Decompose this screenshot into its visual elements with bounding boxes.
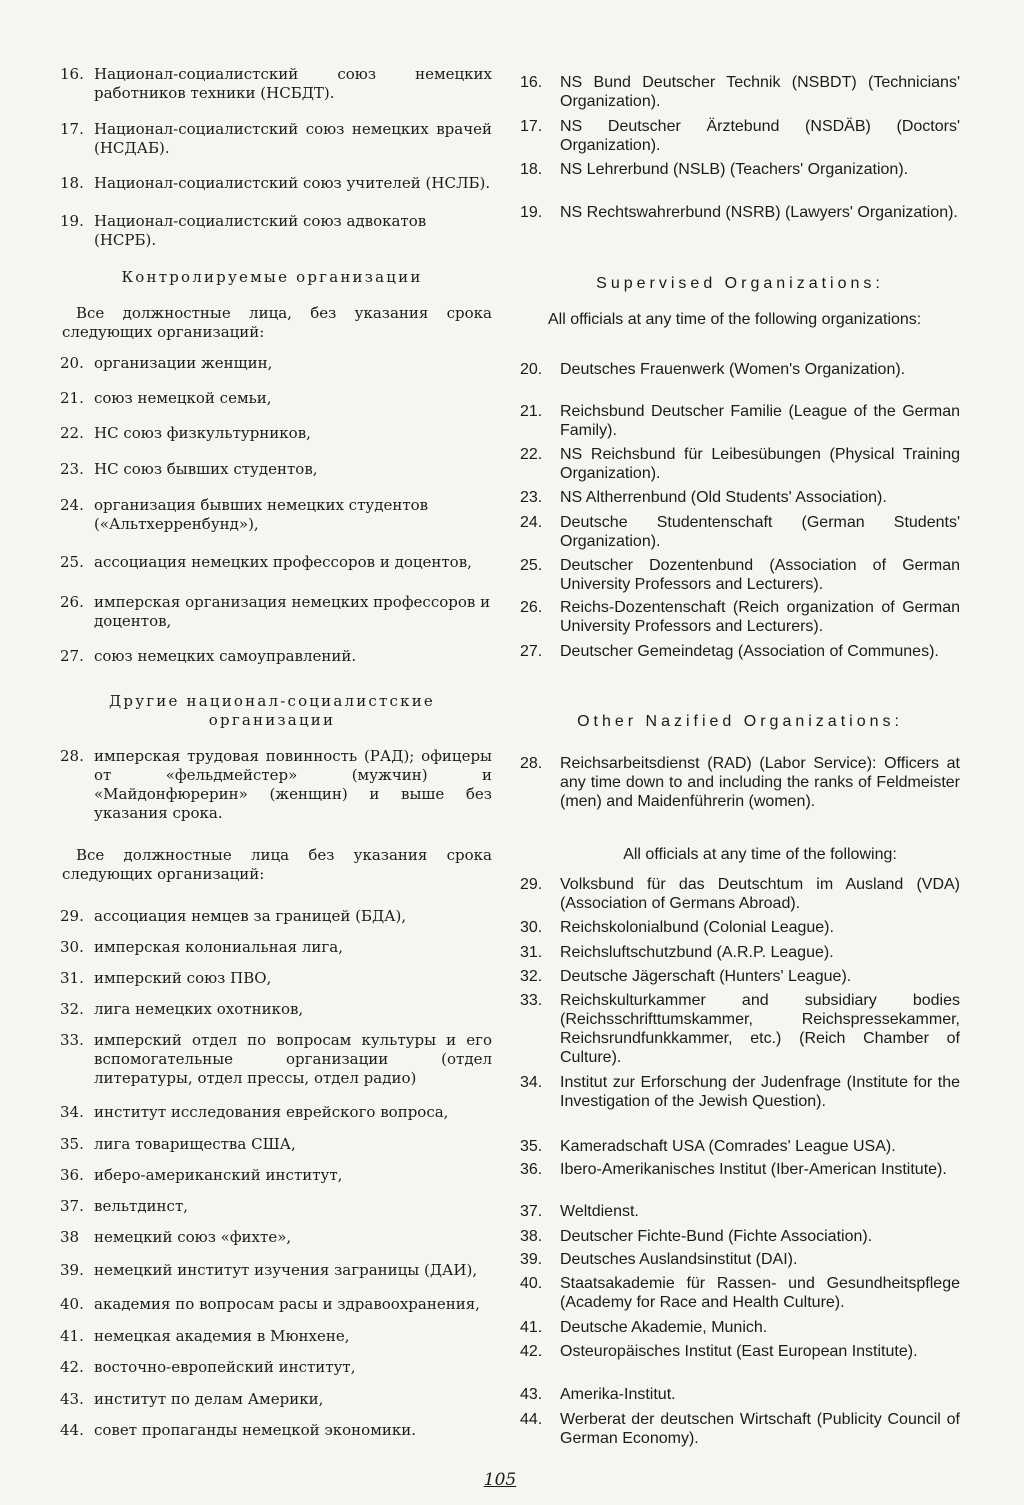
en-section-heading: Other Nazified Organizations:: [577, 713, 903, 730]
ru-item-number: 33.: [60, 1031, 84, 1049]
ru-item-text: совет пропаганды немецкой экономики.: [94, 1421, 417, 1439]
en-list-item: [520, 943, 960, 962]
ru-list-item: [60, 354, 492, 373]
en-item-number: 21.: [520, 403, 543, 420]
en-list-item: [520, 1137, 960, 1156]
en-list-item: [520, 1410, 960, 1448]
en-item-number: 28.: [520, 755, 543, 772]
ru-item-number: 18.: [60, 174, 84, 192]
en-item-text: Ibero-Amerikanisches Institut (Iber-American Institute).: [560, 1161, 947, 1178]
en-list-item: [520, 556, 960, 594]
en-list-item: [520, 160, 960, 179]
ru-list-item: [60, 553, 492, 572]
ru-list-item: [60, 424, 492, 443]
ru-list-item: [60, 212, 492, 250]
en-list-item: [520, 754, 960, 811]
ru-item-number: 41.: [60, 1327, 84, 1345]
ru-item-text: немецкий институт изучения заграницы (ДАИ),: [94, 1261, 478, 1279]
en-item-text: Deutscher Dozentenbund (Association of German University Professors and Lecturers).: [560, 557, 960, 593]
ru-list-item: [60, 174, 492, 193]
en-item-number: 20.: [520, 361, 543, 378]
ru-list-item: [60, 1390, 492, 1409]
ru-list-item: [60, 647, 492, 666]
ru-item-text: иберо-американский институт,: [94, 1166, 343, 1184]
ru-item-text: союз немецких самоуправлений.: [94, 647, 357, 665]
ru-item-text: организации женщин,: [94, 354, 273, 372]
ru-list-item: [60, 460, 492, 479]
en-item-text: Weltdienst.: [560, 1203, 639, 1220]
en-item-text: Reichs-Dozentenschaft (Reich organization of German University Professors and Lecturers).: [560, 599, 960, 635]
ru-item-number: 19.: [60, 212, 84, 230]
ru-list-item: [60, 1421, 492, 1440]
ru-list-item: [60, 938, 492, 957]
en-list-item: [520, 1202, 960, 1221]
en-list-item: [520, 1274, 960, 1312]
en-item-number: 44.: [520, 1411, 543, 1428]
en-item-text: Deutscher Gemeindetag (Association of Communes).: [560, 643, 939, 660]
ru-item-text: организация бывших немецких студентов («Альтхерренбунд»),: [94, 496, 429, 533]
en-item-text: Deutsches Frauenwerk (Women's Organization).: [560, 361, 906, 378]
en-item-text: Amerika-Institut.: [560, 1386, 676, 1403]
en-item-number: 23.: [520, 489, 543, 506]
ru-list-item: [60, 1261, 492, 1280]
ru-item-number: 36.: [60, 1166, 84, 1184]
ru-item-text: имперская трудовая повинность (РАД); офицеры от «фельдмейстер» (мужчин) и «Майдонфюрерин» (женщин) и выше без указания срока.: [94, 747, 492, 822]
ru-item-text: имперская организация немецких профессоров и доцентов,: [94, 593, 491, 630]
en-item-number: 17.: [520, 118, 543, 135]
ru-item-number: 22.: [60, 424, 84, 442]
en-item-number: 22.: [520, 446, 543, 463]
en-item-number: 42.: [520, 1343, 543, 1360]
en-item-text: Institut zur Erforschung der Judenfrage (Institute for the Investigation of the Jewish Question).: [560, 1074, 960, 1110]
ru-item-number: 16.: [60, 65, 84, 83]
ru-section-heading: Контролируемые организации: [121, 268, 423, 286]
en-item-text: Deutsche Akademie, Munich.: [560, 1319, 768, 1336]
ru-item-text: НС союз бывших студентов,: [94, 460, 318, 478]
ru-list-item: [60, 65, 492, 103]
en-list-item: [520, 642, 960, 661]
en-item-number: 38.: [520, 1228, 543, 1245]
en-list-item: [520, 402, 960, 440]
ru-item-text: институт по делам Америки,: [94, 1390, 324, 1408]
en-item-text: Osteuropäisches Institut (East European Institute).: [560, 1343, 918, 1360]
ru-intro-paragraph: Все должностные лица, без указания срока следующих организаций:: [62, 304, 492, 341]
ru-item-text: Национал-социалистский союз немецких работников техники (НСБДТ).: [94, 65, 492, 102]
ru-list-item: [60, 969, 492, 988]
en-list-item: [520, 445, 960, 483]
en-item-text: NS Rechtswahrerbund (NSRB) (Lawyers' Organization).: [560, 204, 958, 221]
en-list-item: [520, 513, 960, 551]
ru-item-number: 34.: [60, 1103, 84, 1121]
en-item-number: 24.: [520, 514, 543, 531]
ru-list-item: [60, 1327, 492, 1346]
en-list-item: [520, 1342, 960, 1361]
en-list-item: [520, 203, 960, 222]
en-item-text: Deutsches Auslandsinstitut (DAI).: [560, 1251, 798, 1268]
ru-item-number: 40.: [60, 1295, 84, 1313]
en-item-text: Reichskulturkammer and subsidiary bodies (Reichsschrifttumskammer, Reichspressekammer, Reichsrundfunkkammer, etc.) (Reich Chamber of Culture).: [560, 992, 960, 1066]
en-list-item: [520, 1073, 960, 1111]
en-section-heading: Supervised Organizations:: [596, 275, 884, 292]
ru-item-number: 35.: [60, 1135, 84, 1153]
ru-list-item: [60, 1166, 492, 1185]
page-number: 105: [483, 1470, 517, 1490]
ru-item-number: 38: [60, 1228, 80, 1246]
ru-item-number: 21.: [60, 389, 84, 407]
ru-item-text: НС союз физкультурников,: [94, 424, 311, 442]
en-list-item: [520, 1160, 960, 1179]
en-item-number: 31.: [520, 944, 543, 961]
ru-list-item: [60, 593, 492, 631]
en-list-item: [520, 1250, 960, 1269]
en-item-number: 37.: [520, 1203, 543, 1220]
ru-item-text: восточно-европейский институт,: [94, 1358, 356, 1376]
en-list-item: [520, 1227, 960, 1246]
en-intro-paragraph: All officials at any time of the following organizations:: [548, 311, 922, 328]
ru-list-item: [60, 1135, 492, 1154]
ru-list-item: [60, 120, 492, 158]
en-list-item: [520, 1318, 960, 1337]
ru-list-item: [60, 1358, 492, 1377]
ru-item-text: ассоциация немецких профессоров и доцентов,: [94, 553, 472, 571]
ru-item-text: немецкая академия в Мюнхене,: [94, 1327, 350, 1345]
en-item-number: 40.: [520, 1275, 543, 1292]
en-item-number: 33.: [520, 992, 543, 1009]
ru-item-text: Национал-социалистский союз адвокатов (НСРБ).: [94, 212, 427, 249]
en-item-number: 39.: [520, 1251, 543, 1268]
ru-item-number: 37.: [60, 1197, 84, 1215]
en-intro-paragraph: All officials at any time of the following:: [623, 846, 897, 863]
ru-item-number: 32.: [60, 1000, 84, 1018]
en-item-number: 19.: [520, 204, 543, 221]
ru-item-number: 25.: [60, 553, 84, 571]
ru-item-number: 24.: [60, 496, 84, 514]
ru-list-item: [60, 1103, 492, 1122]
en-list-item: [520, 967, 960, 986]
en-item-text: Reichsluftschutzbund (A.R.P. League).: [560, 944, 834, 961]
en-item-number: 32.: [520, 968, 543, 985]
ru-item-number: 29.: [60, 907, 84, 925]
en-item-text: NS Deutscher Ärztebund (NSDÄB) (Doctors' Organization).: [560, 118, 960, 154]
ru-item-number: 42.: [60, 1358, 84, 1376]
ru-item-number: 43.: [60, 1390, 84, 1408]
ru-item-number: 26.: [60, 593, 84, 611]
ru-item-number: 17.: [60, 120, 84, 138]
ru-section-heading: Другие национал-социалистские организации: [109, 692, 435, 729]
en-item-number: 36.: [520, 1161, 543, 1178]
en-item-number: 34.: [520, 1074, 543, 1091]
ru-item-text: институт исследования еврейского вопроса,: [94, 1103, 449, 1121]
ru-list-item: [60, 1295, 492, 1314]
ru-list-item: [60, 1228, 492, 1247]
en-item-number: 18.: [520, 161, 543, 178]
ru-item-text: имперская колониальная лига,: [94, 938, 343, 956]
en-item-number: 25.: [520, 557, 543, 574]
ru-item-text: имперский союз ПВО,: [94, 969, 272, 987]
ru-intro-paragraph: Все должностные лица без указания срока следующих организаций:: [62, 846, 492, 883]
ru-item-text: академия по вопросам расы и здравоохранения,: [94, 1295, 480, 1313]
en-item-text: Deutscher Fichte-Bund (Fichte Association).: [560, 1228, 873, 1245]
en-item-number: 30.: [520, 919, 543, 936]
en-item-text: NS Altherrenbund (Old Students' Association).: [560, 489, 887, 506]
ru-item-text: лига товарищества США,: [94, 1135, 296, 1153]
en-list-item: [520, 117, 960, 155]
en-item-text: Kameradschaft USA (Comrades' League USA).: [560, 1138, 896, 1155]
en-list-item: [520, 488, 960, 507]
en-list-item: [520, 73, 960, 111]
en-item-number: 27.: [520, 643, 543, 660]
en-list-item: [520, 598, 960, 636]
en-list-item: [520, 360, 960, 379]
en-item-number: 41.: [520, 1319, 543, 1336]
en-item-text: NS Bund Deutscher Technik (NSBDT) (Technicians' Organization).: [560, 74, 960, 110]
en-item-text: Reichsbund Deutscher Familie (League of the German Family).: [560, 403, 960, 439]
en-item-number: 26.: [520, 599, 543, 616]
en-item-text: Deutsche Studentenschaft (German Students' Organization).: [560, 514, 960, 550]
en-item-text: Deutsche Jägerschaft (Hunters' League).: [560, 968, 852, 985]
ru-list-item: [60, 389, 492, 408]
en-item-text: NS Reichsbund für Leibesübungen (Physical Training Organization).: [560, 446, 960, 482]
en-item-number: 16.: [520, 74, 543, 91]
en-item-text: Staatsakademie für Rassen- und Gesundheitspflege (Academy for Race and Health Culture).: [560, 1275, 960, 1311]
en-item-number: 29.: [520, 876, 543, 893]
en-list-item: [520, 918, 960, 937]
en-item-text: NS Lehrerbund (NSLB) (Teachers' Organization).: [560, 161, 909, 178]
en-item-text: Volksbund für das Deutschtum im Ausland (VDA) (Association of Germans Abroad).: [560, 876, 960, 912]
ru-item-number: 39.: [60, 1261, 84, 1279]
en-item-text: Werberat der deutschen Wirtschaft (Publicity Council of German Economy).: [560, 1411, 960, 1447]
en-list-item: [520, 875, 960, 913]
ru-item-number: 23.: [60, 460, 84, 478]
ru-item-text: Национал-социалистский союз немецких врачей (НСДАБ).: [94, 120, 492, 157]
en-item-number: 43.: [520, 1386, 543, 1403]
ru-item-text: союз немецкой семьи,: [94, 389, 272, 407]
ru-item-text: вельтдинст,: [94, 1197, 189, 1215]
ru-item-text: ассоциация немцев за границей (БДА),: [94, 907, 407, 925]
ru-list-item: [60, 1031, 492, 1088]
ru-item-number: 28.: [60, 747, 84, 765]
ru-list-item: [60, 1000, 492, 1019]
ru-item-text: лига немецких охотников,: [94, 1000, 304, 1018]
en-list-item: [520, 1385, 960, 1404]
ru-item-text: имперский отдел по вопросам культуры и его вспомогательные организации (отдел литературы, отдел прессы, отдел радио): [94, 1031, 492, 1087]
ru-item-number: 31.: [60, 969, 84, 987]
ru-list-item: [60, 747, 492, 823]
ru-item-number: 44.: [60, 1421, 84, 1439]
ru-item-number: 30.: [60, 938, 84, 956]
en-list-item: [520, 991, 960, 1067]
ru-item-number: 20.: [60, 354, 84, 372]
ru-list-item: [60, 907, 492, 926]
ru-list-item: [60, 496, 492, 534]
ru-item-number: 27.: [60, 647, 84, 665]
en-item-number: 35.: [520, 1138, 543, 1155]
en-item-text: Reichsarbeitsdienst (RAD) (Labor Service): Officers at any time down to and including the ranks of Feldmeister (men) and Maidenführerin (women).: [560, 755, 960, 810]
ru-item-text: Национал-социалистский союз учителей (НСЛБ).: [94, 174, 491, 192]
en-item-text: Reichskolonialbund (Colonial League).: [560, 919, 834, 936]
ru-list-item: [60, 1197, 492, 1216]
ru-item-text: немецкий союз «фихте»,: [94, 1228, 292, 1246]
